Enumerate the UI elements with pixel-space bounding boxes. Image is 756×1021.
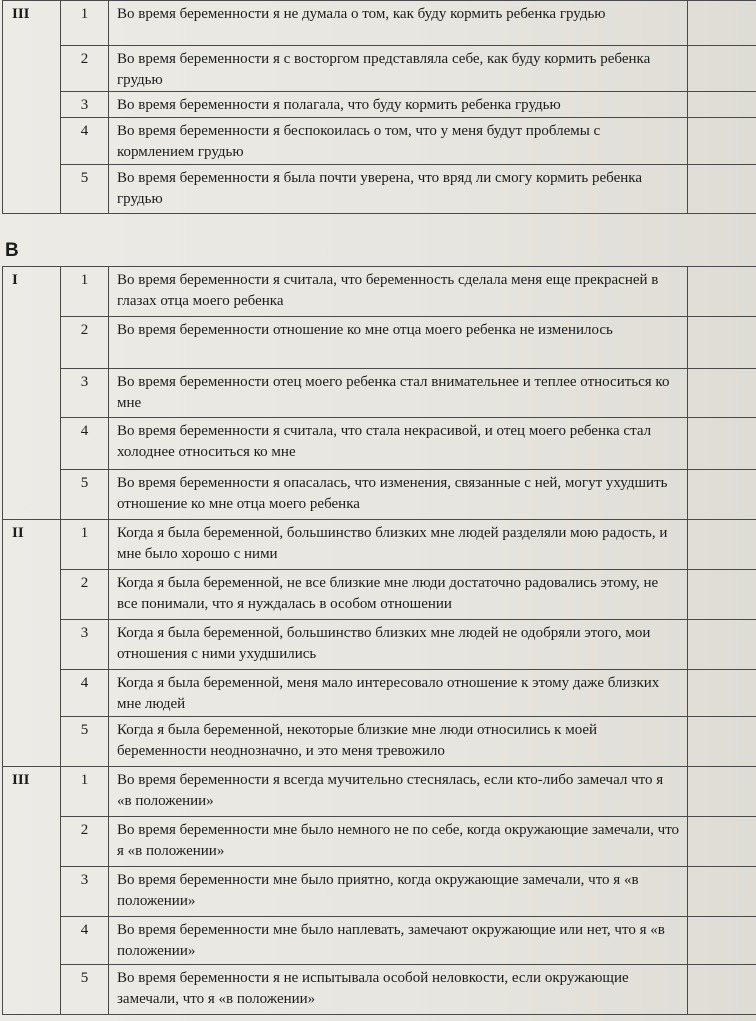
group-cell-empty <box>3 867 61 917</box>
table-row <box>3 118 756 165</box>
group-cell-empty <box>3 570 61 620</box>
item-number: 5 <box>61 165 109 214</box>
item-number: 4 <box>61 917 109 965</box>
group-cell-empty <box>3 369 61 418</box>
group-label: II <box>3 520 61 570</box>
item-text: Во время беременности мне было немного не по себе, когда окружающие замечали, что я «в положении» <box>109 817 688 867</box>
answer-cell <box>688 92 756 118</box>
item-text: Во время беременности мне было наплевать, замечают окружающие или нет, что я «в положении» <box>109 917 688 965</box>
group-cell-empty <box>3 46 61 92</box>
item-text: Во время беременности отношение ко мне отца моего ребенка не изменилось <box>109 317 688 369</box>
questionnaire-table-top <box>2 0 756 214</box>
item-text: Когда я была беременной, большинство близких мне людей разделяли мою радость, и мне было хорошо с ними <box>109 520 688 570</box>
table-row <box>3 369 756 418</box>
item-number: 1 <box>61 767 109 817</box>
item-text: Во время беременности я считала, что стала некрасивой, и отец моего ребенка стал холоднее относиться ко мне <box>109 418 688 470</box>
questionnaire-table-main <box>2 266 756 1015</box>
answer-cell <box>688 767 756 817</box>
answer-cell <box>688 867 756 917</box>
group-cell-empty <box>3 917 61 965</box>
item-number: 1 <box>61 267 109 317</box>
item-text: Когда я была беременной, меня мало интересовало отношение к этому даже близких мне людей <box>109 670 688 717</box>
table-row <box>3 92 756 118</box>
answer-cell <box>688 965 756 1015</box>
item-text: Во время беременности отец моего ребенка стал внимательнее и теплее относиться ко мне <box>109 369 688 418</box>
table-row <box>3 470 756 520</box>
item-text: Во время беременности я беспокоилась о том, что у меня будут проблемы с кормлением грудью <box>109 118 688 165</box>
table-row <box>3 570 756 620</box>
table-row <box>3 817 756 867</box>
group-cell-empty <box>3 817 61 867</box>
table-row <box>3 620 756 670</box>
table-row <box>3 965 756 1015</box>
answer-cell <box>688 620 756 670</box>
item-text: Во время беременности я не думала о том, как буду кормить ребенка грудью <box>109 1 688 46</box>
table-row <box>3 767 756 817</box>
item-number: 2 <box>61 46 109 92</box>
item-number: 3 <box>61 369 109 418</box>
answer-cell <box>688 520 756 570</box>
table-row <box>3 418 756 470</box>
item-number: 3 <box>61 620 109 670</box>
item-number: 2 <box>61 570 109 620</box>
item-text: Когда я была беременной, некоторые близкие мне люди относились к моей беременности неоднозначно, и это меня тревожило <box>109 717 688 767</box>
answer-cell <box>688 1 756 46</box>
item-text: Во время беременности я не испытывала особой неловкости, если окружающие замечали, что я «в положении» <box>109 965 688 1015</box>
table-row <box>3 917 756 965</box>
group-cell-empty <box>3 670 61 717</box>
answer-cell <box>688 717 756 767</box>
item-number: 4 <box>61 670 109 717</box>
answer-cell <box>688 470 756 520</box>
item-number: 3 <box>61 92 109 118</box>
answer-cell <box>688 369 756 418</box>
answer-cell <box>688 46 756 92</box>
answer-cell <box>688 817 756 867</box>
table-row <box>3 267 756 317</box>
group-cell-empty <box>3 317 61 369</box>
item-number: 1 <box>61 520 109 570</box>
item-text: Во время беременности я была почти уверена, что вряд ли смогу кормить ребенка грудью <box>109 165 688 214</box>
answer-cell <box>688 917 756 965</box>
group-cell-empty <box>3 620 61 670</box>
group-cell-empty <box>3 92 61 118</box>
answer-cell <box>688 570 756 620</box>
answer-cell <box>688 670 756 717</box>
item-text: Во время беременности я считала, что беременность сделала меня еще прекрасней в глазах отца моего ребенка <box>109 267 688 317</box>
item-number: 2 <box>61 817 109 867</box>
item-number: 2 <box>61 317 109 369</box>
item-text: Во время беременности я всегда мучительно стеснялась, если кто-либо замечал что я «в положении» <box>109 767 688 817</box>
group-cell-empty <box>3 165 61 214</box>
group-label: I <box>3 267 61 317</box>
table-row <box>3 1 756 46</box>
group-label: III <box>3 767 61 817</box>
table-row <box>3 867 756 917</box>
item-text: Когда я была беременной, не все близкие мне люди достаточно радовались этому, не все понимали, что я нуждалась в особом отношении <box>109 570 688 620</box>
item-text: Во время беременности я полагала, что буду кормить ребенка грудью <box>109 92 688 118</box>
item-number: 3 <box>61 867 109 917</box>
group-label: III <box>3 1 61 46</box>
group-cell-empty <box>3 965 61 1015</box>
item-number: 5 <box>61 965 109 1015</box>
table-row <box>3 717 756 767</box>
table-row <box>3 317 756 369</box>
item-number: 4 <box>61 418 109 470</box>
table-row <box>3 165 756 214</box>
group-cell-empty <box>3 418 61 470</box>
item-number: 5 <box>61 717 109 767</box>
answer-cell <box>688 267 756 317</box>
group-cell-empty <box>3 470 61 520</box>
group-cell-empty <box>3 717 61 767</box>
item-number: 4 <box>61 118 109 165</box>
item-text: Во время беременности я с восторгом представляла себе, как буду кормить ребенка грудью <box>109 46 688 92</box>
answer-cell <box>688 418 756 470</box>
table-row <box>3 46 756 92</box>
group-cell-empty <box>3 118 61 165</box>
item-text: Во время беременности мне было приятно, когда окружающие замечали, что я «в положении» <box>109 867 688 917</box>
answer-cell <box>688 118 756 165</box>
section-letter: В <box>5 240 19 261</box>
table-row <box>3 670 756 717</box>
item-text: Во время беременности я опасалась, что изменения, связанные с ней, могут ухудшить отношение ко мне отца моего ребенка <box>109 470 688 520</box>
answer-cell <box>688 165 756 214</box>
item-text: Когда я была беременной, большинство близких мне людей не одобряли этого, мои отношения с ними ухудшились <box>109 620 688 670</box>
item-number: 1 <box>61 1 109 46</box>
table-row <box>3 520 756 570</box>
answer-cell <box>688 317 756 369</box>
item-number: 5 <box>61 470 109 520</box>
